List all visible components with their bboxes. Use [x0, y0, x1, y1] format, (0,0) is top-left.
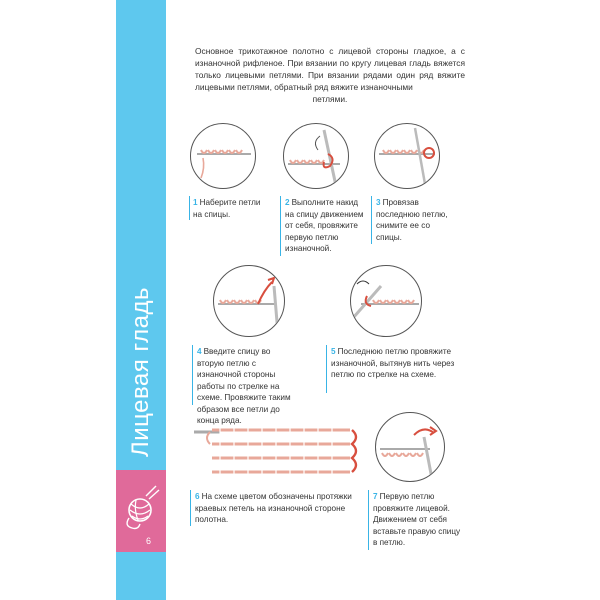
chapter-title: Лицевая гладь — [127, 286, 154, 458]
step-number: 2 — [285, 198, 290, 207]
caption-rule-1 — [189, 196, 190, 220]
caption-step-5 — [331, 346, 461, 381]
step-number: 3 — [376, 198, 381, 207]
step-text: Первую петлю провяжите лицевой. Движением от себя вставьте правую спицу в петлю. — [373, 492, 461, 547]
illustration-step-1 — [190, 123, 256, 189]
step-number: 4 — [197, 347, 202, 356]
step-number: 5 — [331, 347, 336, 356]
step-number: 6 — [195, 492, 200, 501]
sidebar-bottom — [116, 552, 166, 600]
illustration-step-3 — [374, 123, 440, 189]
caption-step-7 — [373, 491, 461, 549]
caption-step-3 — [376, 197, 454, 243]
caption-rule-7 — [368, 490, 369, 550]
step-text: Выполните накид на спицу движением от себя, провяжите первую петлю изнаночной. — [285, 198, 364, 253]
caption-step-2 — [285, 197, 365, 255]
page-number: 6 — [146, 536, 152, 546]
step-text: Последнюю петлю провяжите изнаночной, вытянув нить через петлю по стрелке на схеме. — [331, 347, 455, 379]
step-text: Провязав последнюю петлю, снимите ее со спицы. — [376, 198, 448, 242]
intro-paragraph — [195, 45, 465, 105]
intro-text: Основное трикотажное полотно с лицевой стороны гладкое, а с изнаночной рифленое. При вязании по кругу лицевая гладь вяжется только лицевыми петлями. При вязании рядами один ряд вяжите лицевыми петлями, обратный ряд вяжите изнаночными — [195, 46, 465, 92]
intro-text-end: петлями. — [312, 94, 348, 104]
illustration-step-6 — [190, 420, 365, 480]
illustration-step-7 — [375, 412, 445, 482]
caption-rule-4 — [192, 345, 193, 405]
caption-step-1 — [193, 197, 268, 220]
illustration-step-5 — [350, 265, 422, 337]
caption-rule-2 — [280, 196, 281, 256]
caption-step-6 — [195, 491, 360, 526]
step-text: На схеме цветом обозначены протяжки краевых петель на изнаночной стороне полотна. — [195, 492, 352, 524]
caption-rule-5 — [326, 345, 327, 393]
illustration-step-4 — [213, 265, 285, 337]
yarn-ball-icon — [116, 470, 166, 552]
caption-rule-3 — [371, 196, 372, 244]
illustration-step-2 — [283, 123, 349, 189]
step-text: Введите спицу во вторую петлю с изнаночной стороны работы по стрелке на схеме. Провяжите таким образом все петли до конца ряда. — [197, 347, 291, 425]
step-number: 7 — [373, 492, 378, 501]
step-text: Наберите петли на спицы. — [193, 198, 261, 219]
caption-step-4 — [197, 346, 297, 427]
caption-rule-6 — [190, 490, 191, 526]
sidebar-logo-block — [116, 470, 166, 552]
step-number: 1 — [193, 198, 198, 207]
